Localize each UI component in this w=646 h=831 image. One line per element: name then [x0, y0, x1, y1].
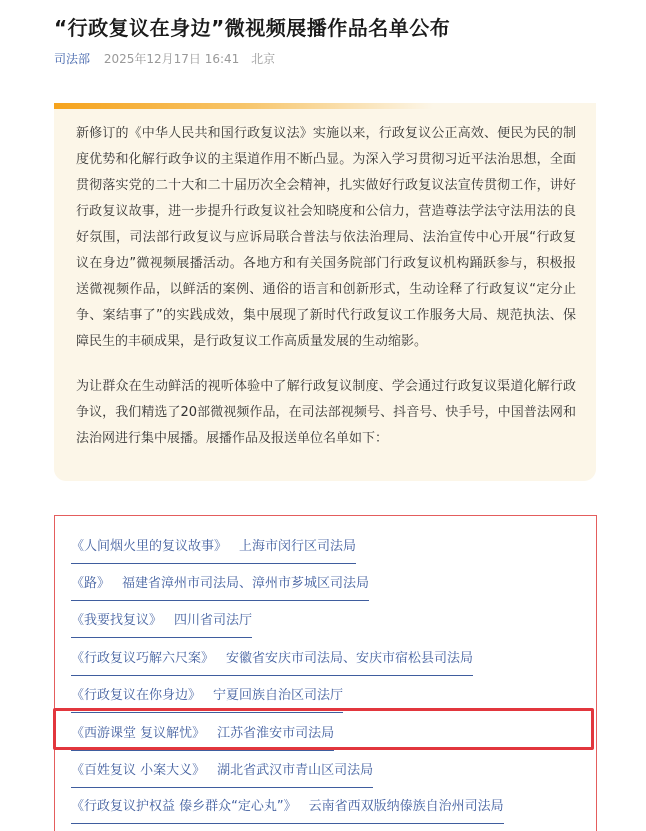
work-title: 《我要找复议》: [71, 613, 163, 628]
work-unit: 湖北省武汉市青山区司法局: [217, 763, 374, 778]
list-item[interactable]: [71, 686, 343, 713]
list-item[interactable]: [71, 574, 369, 601]
article-meta: [54, 50, 275, 67]
work-title: 《百姓复议 小案大义》: [71, 763, 206, 778]
list-item[interactable]: [71, 649, 473, 676]
list-item[interactable]: [71, 761, 373, 788]
accent-bar: [54, 103, 596, 109]
publish-datetime: 2025年12月17日 16:41: [103, 52, 240, 66]
works-list: [54, 515, 597, 831]
work-unit: 宁夏回族自治区司法厅: [213, 688, 344, 703]
work-unit: 云南省西双版纳傣族自治州司法局: [308, 799, 504, 814]
work-title: 《西游课堂 复议解忧》: [71, 726, 206, 741]
list-item[interactable]: [71, 537, 356, 564]
work-unit: 江苏省淮安市司法局: [217, 726, 335, 741]
work-title: 《行政复议巧解六尺案》: [71, 651, 215, 666]
list-item[interactable]: [71, 797, 504, 824]
work-title: 《人间烟火里的复议故事》: [71, 539, 228, 554]
intro-box: [54, 103, 596, 481]
intro-paragraph-1: 新修订的《中华人民共和国行政复议法》实施以来，行政复议公正高效、便民为民的制度优势和化解行政争议的主渠道作用不断凸显。为深入学习贯彻习近平法治思想，全面贯彻落实党的二十大和二十届历次全会精神，扎实做好行政复议法宣传贯彻工作，讲好行政复议故事，进一步提升行政复议社会知晓度和公信力，营造尊法学法守法用法的良好氛围，司法部行政复议与应诉局联合普法与依法治理局、法治宣传中心开展“行政复议在身边”微视频展播活动。各地方和有关国务院部门行政复议机构踊跃参与，积极报送微视频作品，以鲜活的案例、通俗的语言和创新形式，生动诠释了行政复议“定分止争、案结事了”的实践成效，集中展现了新时代行政复议工作服务大局、规范执法、保障民生的丰硕成果，是行政复议工作高质量发展的生动缩影。: [76, 126, 576, 349]
publish-location: 北京: [251, 52, 276, 66]
list-item[interactable]: [71, 611, 252, 638]
work-title: 《行政复议在你身边》: [71, 688, 202, 703]
work-title: 《路》: [71, 576, 111, 591]
work-unit: 福建省漳州市司法局、漳州市芗城区司法局: [122, 576, 370, 591]
work-unit: 四川省司法厅: [174, 613, 253, 628]
list-item[interactable]: [71, 724, 334, 751]
work-unit: 上海市闵行区司法局: [239, 539, 357, 554]
work-title: 《行政复议护权益 傣乡群众“定心丸”》: [71, 799, 297, 814]
source-link[interactable]: 司法部: [54, 52, 91, 66]
work-unit: 安徽省安庆市司法局、安庆市宿松县司法局: [226, 651, 474, 666]
intro-paragraph-2: 为让群众在生动鲜活的视听体验中了解行政复议制度、学会通过行政复议渠道化解行政争议，我们精选了20部微视频作品，在司法部视频号、抖音号、快手号，中国普法网和法治网进行集中展播。展播作品及报送单位名单如下：: [76, 379, 576, 446]
article-title: “行政复议在身边”微视频展播作品名单公布: [54, 16, 451, 40]
